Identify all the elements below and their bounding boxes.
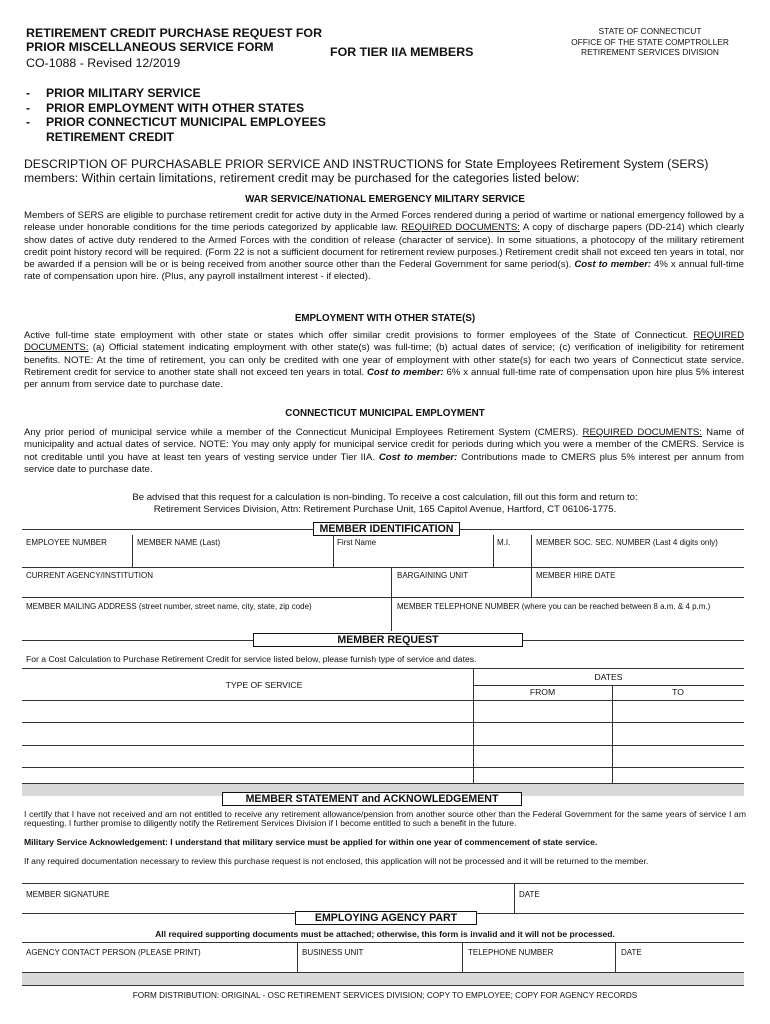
member-ssn-field[interactable]: MEMBER SOC. SEC. NUMBER (Last 4 digits only): [536, 538, 718, 547]
member-identification-title: MEMBER IDENTIFICATION: [313, 522, 460, 536]
form-title: RETIREMENT CREDIT PURCHASE REQUEST FOR PRIOR MISCELLANEOUS SERVICE FORM: [26, 26, 323, 54]
member-first-name-field[interactable]: First Name: [337, 538, 377, 547]
description-intro: DESCRIPTION OF PURCHASABLE PRIOR SERVICE AND INSTRUCTIONS for State Employees Retirement System (SERS) members: Within certain limitations, retirement credit may be purchased for the categories listed below:: [24, 157, 709, 186]
list-item: PRIOR EMPLOYMENT WITH OTHER STATES: [46, 100, 305, 115]
current-agency-field[interactable]: CURRENT AGENCY/INSTITUTION: [26, 571, 153, 580]
advisory-note: Be advised that this request for a calculation is non-binding. To receive a cost calculation, fill out this form and return to: Retirement Services Division, Attn: Retirement Purchase Unit, 165 Capitol Avenue, Hartford, CT 06106-1775.: [132, 492, 638, 515]
list-item: PRIOR CONNECTICUT MUNICIPAL EMPLOYEES: [46, 115, 326, 130]
dates-header: DATES: [594, 672, 623, 682]
telephone-field[interactable]: MEMBER TELEPHONE NUMBER (where you can be reached between 8 a.m. & 4 p.m.): [397, 602, 711, 611]
service-category-list: - PRIOR MILITARY SERVICE - PRIOR EMPLOYMENT WITH OTHER STATES - PRIOR CONNECTICUT MUNICIPAL EMPLOYEES RETIREMENT CREDIT: [26, 86, 326, 144]
mailing-address-field[interactable]: MEMBER MAILING ADDRESS (street number, street name, city, state, zip code): [26, 602, 312, 611]
employing-agency-title: EMPLOYING AGENCY PART: [295, 911, 477, 925]
war-service-text: Members of SERS are eligible to purchase retirement credit for active duty in the Armed Forces rendered during a period of wartime or national emergency followed by a release under honorable conditions for the time periods categorized by applicable law. REQUIRED DOCUMENTS: A copy of discharge papers (DD-214) which clearly show dates of active duty rendered to the Armed Forces with the condition of release (character of service). In some situations, a photocopy of the military retirement credit point history record will be required. (Form 22 is not a sufficient document for retirement review purposes.) Retirement credit shall not exceed ten years in total, nor be awarded if a pension will be or is being received from another source other than the Federal Government for same period(s). Cost to member: 4% x annual full-time rate of compensation upon hire. (Plus, any payroll installment interest - if elected).: [24, 210, 745, 283]
from-header: FROM: [529, 687, 556, 697]
war-service-heading: WAR SERVICE/NATIONAL EMERGENCY MILITARY SERVICE: [245, 194, 525, 205]
member-request-title: MEMBER REQUEST: [253, 633, 523, 647]
other-states-text: Active full-time state employment with other state or states which offer similar credit provisions to former employees of the State of Connecticut. REQUIRED DOCUMENTS: (a) Official statement indicating employment with other state(s) was full-time; (b) actual dates of service; (c) verification of ineligibility for retirement benefits. NOTE: At the time of retirement, you can only be credited with one year of employment with other state(s) for each two years of Connecticut state service. Retirement credit for service to another state shall not exceed ten years in total. Cost to member: 6% x annual full-time rate of compensation upon hire plus 5% interest per annum from service date to purchase date.: [24, 330, 744, 391]
hire-date-field[interactable]: MEMBER HIRE DATE: [536, 571, 616, 580]
member-mi-field[interactable]: M.I.: [497, 538, 511, 547]
agency-header: STATE OF CONNECTICUT OFFICE OF THE STATE COMPTROLLER RETIREMENT SERVICES DIVISION: [571, 26, 729, 57]
military-acknowledgement: Military Service Acknowledgement: I understand that military service must be applied for within one year of commencement of state service.: [24, 837, 598, 847]
agency-contact-field[interactable]: AGENCY CONTACT PERSON (PLEASE PRINT): [26, 948, 201, 957]
list-item: PRIOR MILITARY SERVICE: [46, 86, 201, 100]
business-unit-field[interactable]: BUSINESS UNIT: [302, 948, 364, 957]
form-distribution-footer: FORM DISTRIBUTION: ORIGINAL - OSC RETIREMENT SERVICES DIVISION; COPY TO EMPLOYEE; COPY FOR AGENCY RECORDS: [132, 991, 638, 1000]
tier-label: FOR TIER IIA MEMBERS: [330, 45, 474, 59]
list-item-cont: RETIREMENT CREDIT: [46, 129, 174, 144]
documentation-notice: If any required documentation necessary to review this purchase request is not enclosed, this application will not be processed and it will be returned to the member.: [24, 856, 649, 866]
certification-text: I certify that I have not received and am not entitled to receive any retirement allowance/pension from another source other than the Federal Government for the same years of service I am requesting. I further promise to diligently notify the Retirement Services Division if I become entitled to such a benefit in the future.: [24, 809, 746, 829]
employee-number-field[interactable]: EMPLOYEE NUMBER: [26, 538, 107, 547]
municipal-heading: CONNECTICUT MUNICIPAL EMPLOYMENT: [285, 408, 485, 419]
agency-telephone-field[interactable]: TELEPHONE NUMBER: [468, 948, 554, 957]
form-number: CO-1088 - Revised 12/2019: [26, 56, 181, 70]
agency-note: All required supporting documents must be attached; otherwise, this form is invalid and it will not be processed.: [155, 929, 615, 939]
other-states-heading: EMPLOYMENT WITH OTHER STATE(S): [294, 313, 476, 324]
municipal-text: Any prior period of municipal service while a member of the Connecticut Municipal Employees Retirement System (CMERS). REQUIRED DOCUMENTS: Name of municipality and actual dates of service. NOTE: You may only apply for municipal service credit for periods during which you were a member of the CMERS. Service is not creditable until you have at least ten years of vesting service under Tier IIA. Cost to member: Contributions made to CMERS plus 5% interest per annum from service date to purchase date.: [24, 427, 744, 475]
member-request-intro: For a Cost Calculation to Purchase Retirement Credit for service listed below, please furnish type of service and dates.: [26, 654, 477, 664]
member-date-field[interactable]: DATE: [519, 890, 540, 899]
type-of-service-header: TYPE OF SERVICE: [225, 680, 303, 690]
to-header: TO: [672, 687, 684, 697]
member-statement-title: MEMBER STATEMENT and ACKNOWLEDGEMENT: [222, 792, 522, 806]
member-signature-field[interactable]: MEMBER SIGNATURE: [26, 890, 110, 899]
bargaining-unit-field[interactable]: BARGAINING UNIT: [397, 571, 469, 580]
agency-date-field[interactable]: DATE: [621, 948, 642, 957]
member-last-name-field[interactable]: MEMBER NAME (Last): [137, 538, 221, 547]
